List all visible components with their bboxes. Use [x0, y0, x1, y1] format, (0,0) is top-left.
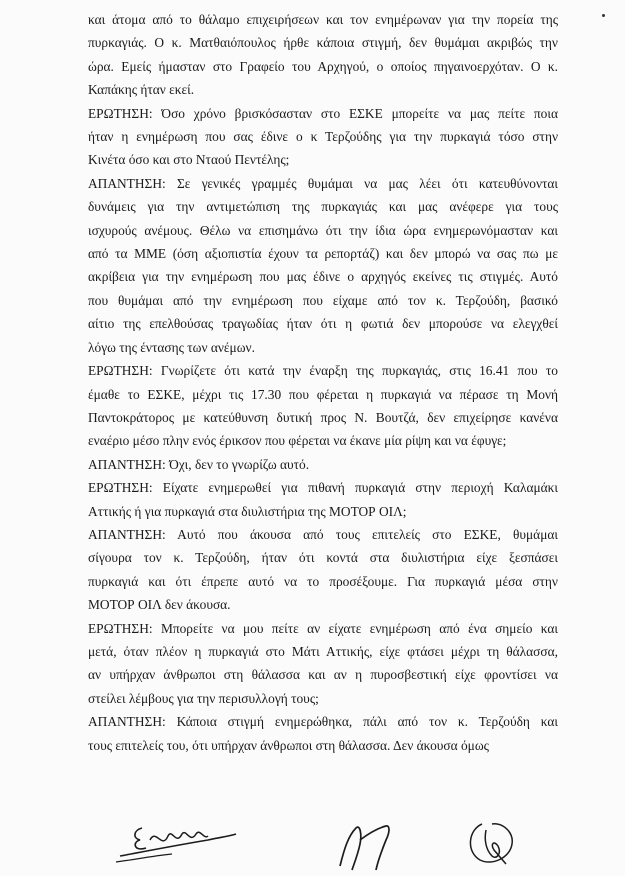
text-line: ΕΡΩΤΗΣΗ: Γνωρίζετε ότι κατά την έναρξη της πυρκαγιάς, στις 16.41 που το — [88, 363, 558, 379]
text-line: λόγω της έντασης των ανέμων. — [88, 339, 255, 355]
text-line: έμαθε το ΕΣΚΕ, μέχρι τις 17.30 που φέρεται η πυρκαγιά να πέρασε τη Μονή — [88, 386, 558, 402]
paragraph — [88, 8, 558, 102]
paragraph — [88, 102, 558, 172]
text-line: ήταν η ενημέρωση που σας έδινε ο κ Τερζούδης για την πυρκαγιά τόσο στην — [88, 129, 558, 145]
text-line: Αττικής ή για πυρκαγιά στα διυλιστήρια της ΜΟΤΟΡ ΟΙΛ; — [88, 503, 407, 519]
text-line: ΑΠΑΝΤΗΣΗ: Κάποια στιγμή ενημερώθηκα, πάλι από τον κ. Τερζούδη και — [88, 714, 558, 730]
text-line: ΑΠΑΝΤΗΣΗ: Σε γενικές γραμμές θυμάμαι να μας λέει ότι κατευθύνονται — [88, 175, 558, 191]
text-line: ΕΡΩΤΗΣΗ: Όσο χρόνο βρισκόσασταν στο ΕΣΚΕ μπορείτε να μας πείτε ποια — [88, 105, 558, 121]
text-line: στείλει λέμβους για την περισυλλογή τους; — [88, 690, 319, 706]
text-line: πυρκαγιάς. Ο κ. Ματθαιόπουλος ήρθε κάποια στιγμή, δεν θυμάμαι ακριβώς την — [88, 35, 558, 51]
signature-3 — [462, 814, 522, 872]
text-line: σίγουρα τον κ. Τερζούδη, ήταν ότι κοντά στα διυλιστήρια είχε ξεσπάσει — [88, 550, 558, 566]
paragraph — [88, 172, 558, 359]
paragraph — [88, 476, 558, 523]
text-line: τους επιτελείς του, ότι υπήρχαν άνθρωποι στη θάλασσα. Δεν άκουσα όμως — [88, 737, 489, 753]
paragraph — [88, 523, 558, 617]
text-line: αν υπήρχαν άνθρωποι στη θάλασσα και αν η πυροσβεστική είχε φροντίσει να — [88, 667, 558, 683]
text-line: δυνάμεις για την αντιμετώπιση της πυρκαγιάς και μας ανέφερε για τους — [88, 199, 558, 215]
paragraph — [88, 359, 558, 453]
signature-1 — [112, 810, 242, 870]
text-line: που θυμάμαι από την ενημέρωση που είχαμε από τον κ. Τερζούδη, βασικό — [88, 292, 558, 308]
text-line: ΜΟΤΟΡ ΟΙΛ δεν άκουσα. — [88, 597, 231, 613]
paragraph — [88, 710, 558, 757]
text-line: πυρκαγιά και ότι έπρεπε αυτό να το προσέξουμε. Για πυρκαγιά μέσα στην — [88, 573, 558, 589]
text-line: μετά, όταν πλέον η πυρκαγιά στο Μάτι Αττικής, είχε φτάσει μέχρι τη θάλασσα, — [88, 643, 558, 659]
text-line: ΑΠΑΝΤΗΣΗ: Αυτό που άκουσα από τους επιτελείς στο ΕΣΚΕ, θυμάμαι — [88, 526, 558, 542]
paragraph — [88, 453, 558, 476]
text-line: ΕΡΩΤΗΣΗ: Μπορείτε να μου πείτε αν είχατε ενημέρωση από ένα σημείο και — [88, 620, 558, 636]
text-line: ισχυρούς ανέμους. Θέλω να επισημάνω ότι την ίδια ώρα ενημερωνόμασταν και — [88, 222, 558, 238]
document-body — [88, 8, 558, 757]
text-line: Παντοκράτορος με κατεύθυνση δυτική προς Ν. Βουτζά, δεν επιχείρησε κανένα — [88, 409, 558, 425]
text-line: Κινέτα όσο και στο Νταού Πεντέλης; — [88, 152, 290, 168]
text-line: και άτομα από το θάλαμο επιχειρήσεων και τον ενημέρωναν για την πορεία της — [88, 12, 558, 27]
text-line: ΕΡΩΤΗΣΗ: Είχατε ενημερωθεί για πιθανή πυρκαγιά στην περιοχή Καλαμάκι — [88, 480, 558, 496]
text-line: ώρα. Εμείς ήμασταν στο Γραφείο του Αρχηγού, ο οποίος πηγαινοερχόταν. Ο κ. — [88, 58, 558, 74]
text-line: από τα ΜΜΕ (όση αξιοπιστία έχουν τα ρεπορτάζ) και δεν μπορώ να σας πω με — [88, 246, 558, 262]
text-line: ακρίβεια για την ενημέρωση που μας έδινε ο αρχηγός εκείνες τις στιγμές. Αυτό — [88, 269, 558, 285]
text-line: αίτιο της επελθούσας τραγωδίας ήταν ότι η φωτιά δεν μπορούσε να ελεγχθεί — [88, 316, 558, 332]
text-line: εναέριο μέσο πλην ενός έρικσον που φέρεται να έκανε μία ρίψη και να έφυγε; — [88, 433, 507, 449]
paragraph — [88, 617, 558, 711]
signature-2 — [330, 820, 400, 876]
text-line: ΑΠΑΝΤΗΣΗ: Όχι, δεν το γνωρίζω αυτό. — [88, 456, 310, 472]
text-line: Καπάκης ήταν εκεί. — [88, 82, 195, 98]
scan-speck — [602, 14, 605, 17]
